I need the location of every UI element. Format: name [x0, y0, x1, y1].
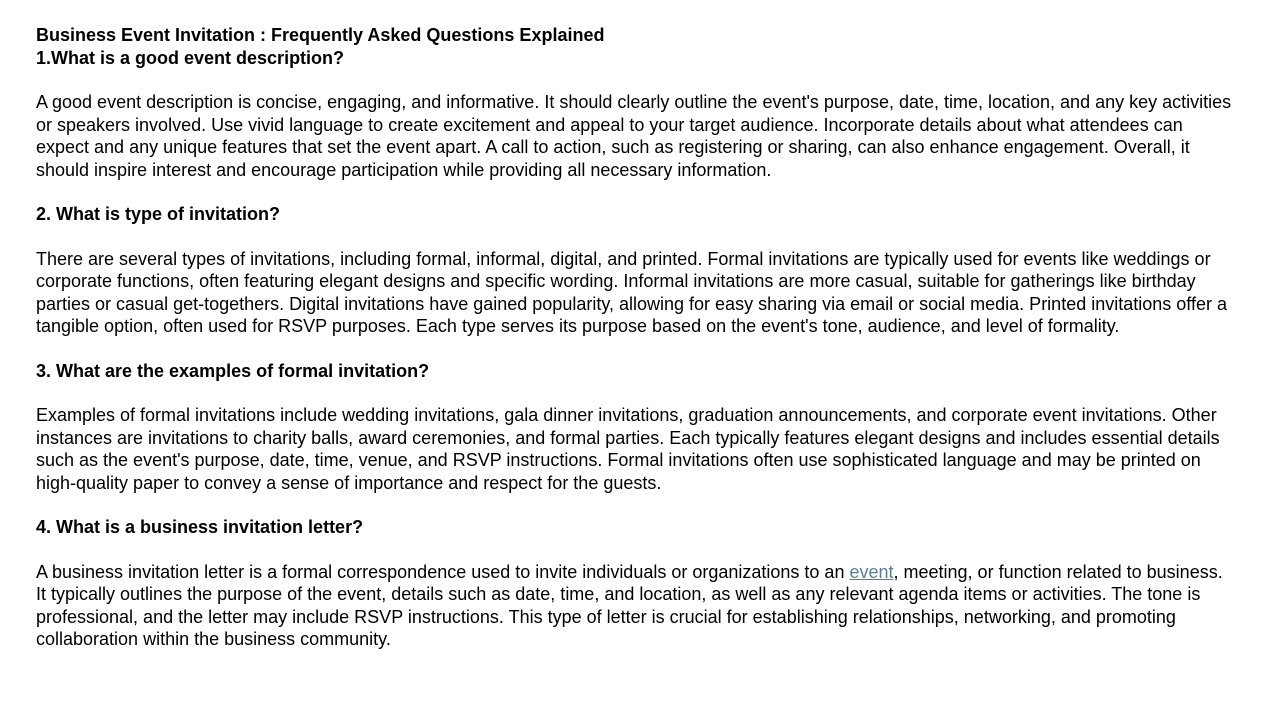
faq-question-2: 2. What is type of invitation? [36, 204, 281, 224]
faq-answer-4-text-after-link: , meeting, or function related to business. It typically outlines the purpose of the event, details such as date, time, and location, as well as any relevant agenda items or activities. The tone is professional, and the letter may include RSVP instructions. This type of letter is crucial for establishing relationships, networking, and promoting collaboration within the business community. [36, 561, 1223, 649]
faq-answer-1: A good event description is concise, engaging, and informative. It should clearly outline the event's purpose, date, time, location, and any key activities or speakers involved. Use vivid language to create excitement and appeal to your target audience. Incorporate details about what attendees can expect and any unique features that set the event apart. A call to action, such as registering or sharing, can also enhance engagement. Overall, it should inspire interest and encourage participation while providing all necessary information. [36, 92, 1232, 180]
faq-answer-4-text-before-link: A business invitation letter is a formal correspondence used to invite individuals or organizations to an [36, 561, 850, 582]
faq-question-3: 3. What are the examples of formal invitation? [36, 360, 430, 381]
page-title: Business Event Invitation : Frequently Asked Questions Explained [36, 25, 605, 45]
faq-question-1: 1.What is a good event description? [36, 47, 345, 68]
faq-answer-4 [36, 561, 1236, 651]
event-link[interactable]: event [849, 561, 894, 582]
faq-answer-3: Examples of formal invitations include wedding invitations, gala dinner invitations, graduation announcements, and corporate event invitations. Other instances are invitations to charity balls, award ceremonies, and formal parties. Each typically features elegant designs and includes essential details such as the event's purpose, date, time, venue, and RSVP instructions. Formal invitations often use sophisticated language and may be printed on high-quality paper to convey a sense of importance and respect for the guests. [36, 405, 1220, 493]
faq-answer-2: There are several types of invitations, including formal, informal, digital, and printed. Formal invitations are typically used for events like weddings or corporate functions, often featuring elegant designs and specific wording. Informal invitations are more casual, suitable for gatherings like birthday parties or casual get-togethers. Digital invitations have gained popularity, allowing for easy sharing via email or social media. Printed invitations offer a tangible option, often used for RSVP purposes. Each type serves its purpose based on the event's tone, audience, and level of formality. [36, 248, 1227, 336]
faq-question-4: 4. What is a business invitation letter? [36, 517, 364, 537]
faq-document [36, 24, 1236, 651]
